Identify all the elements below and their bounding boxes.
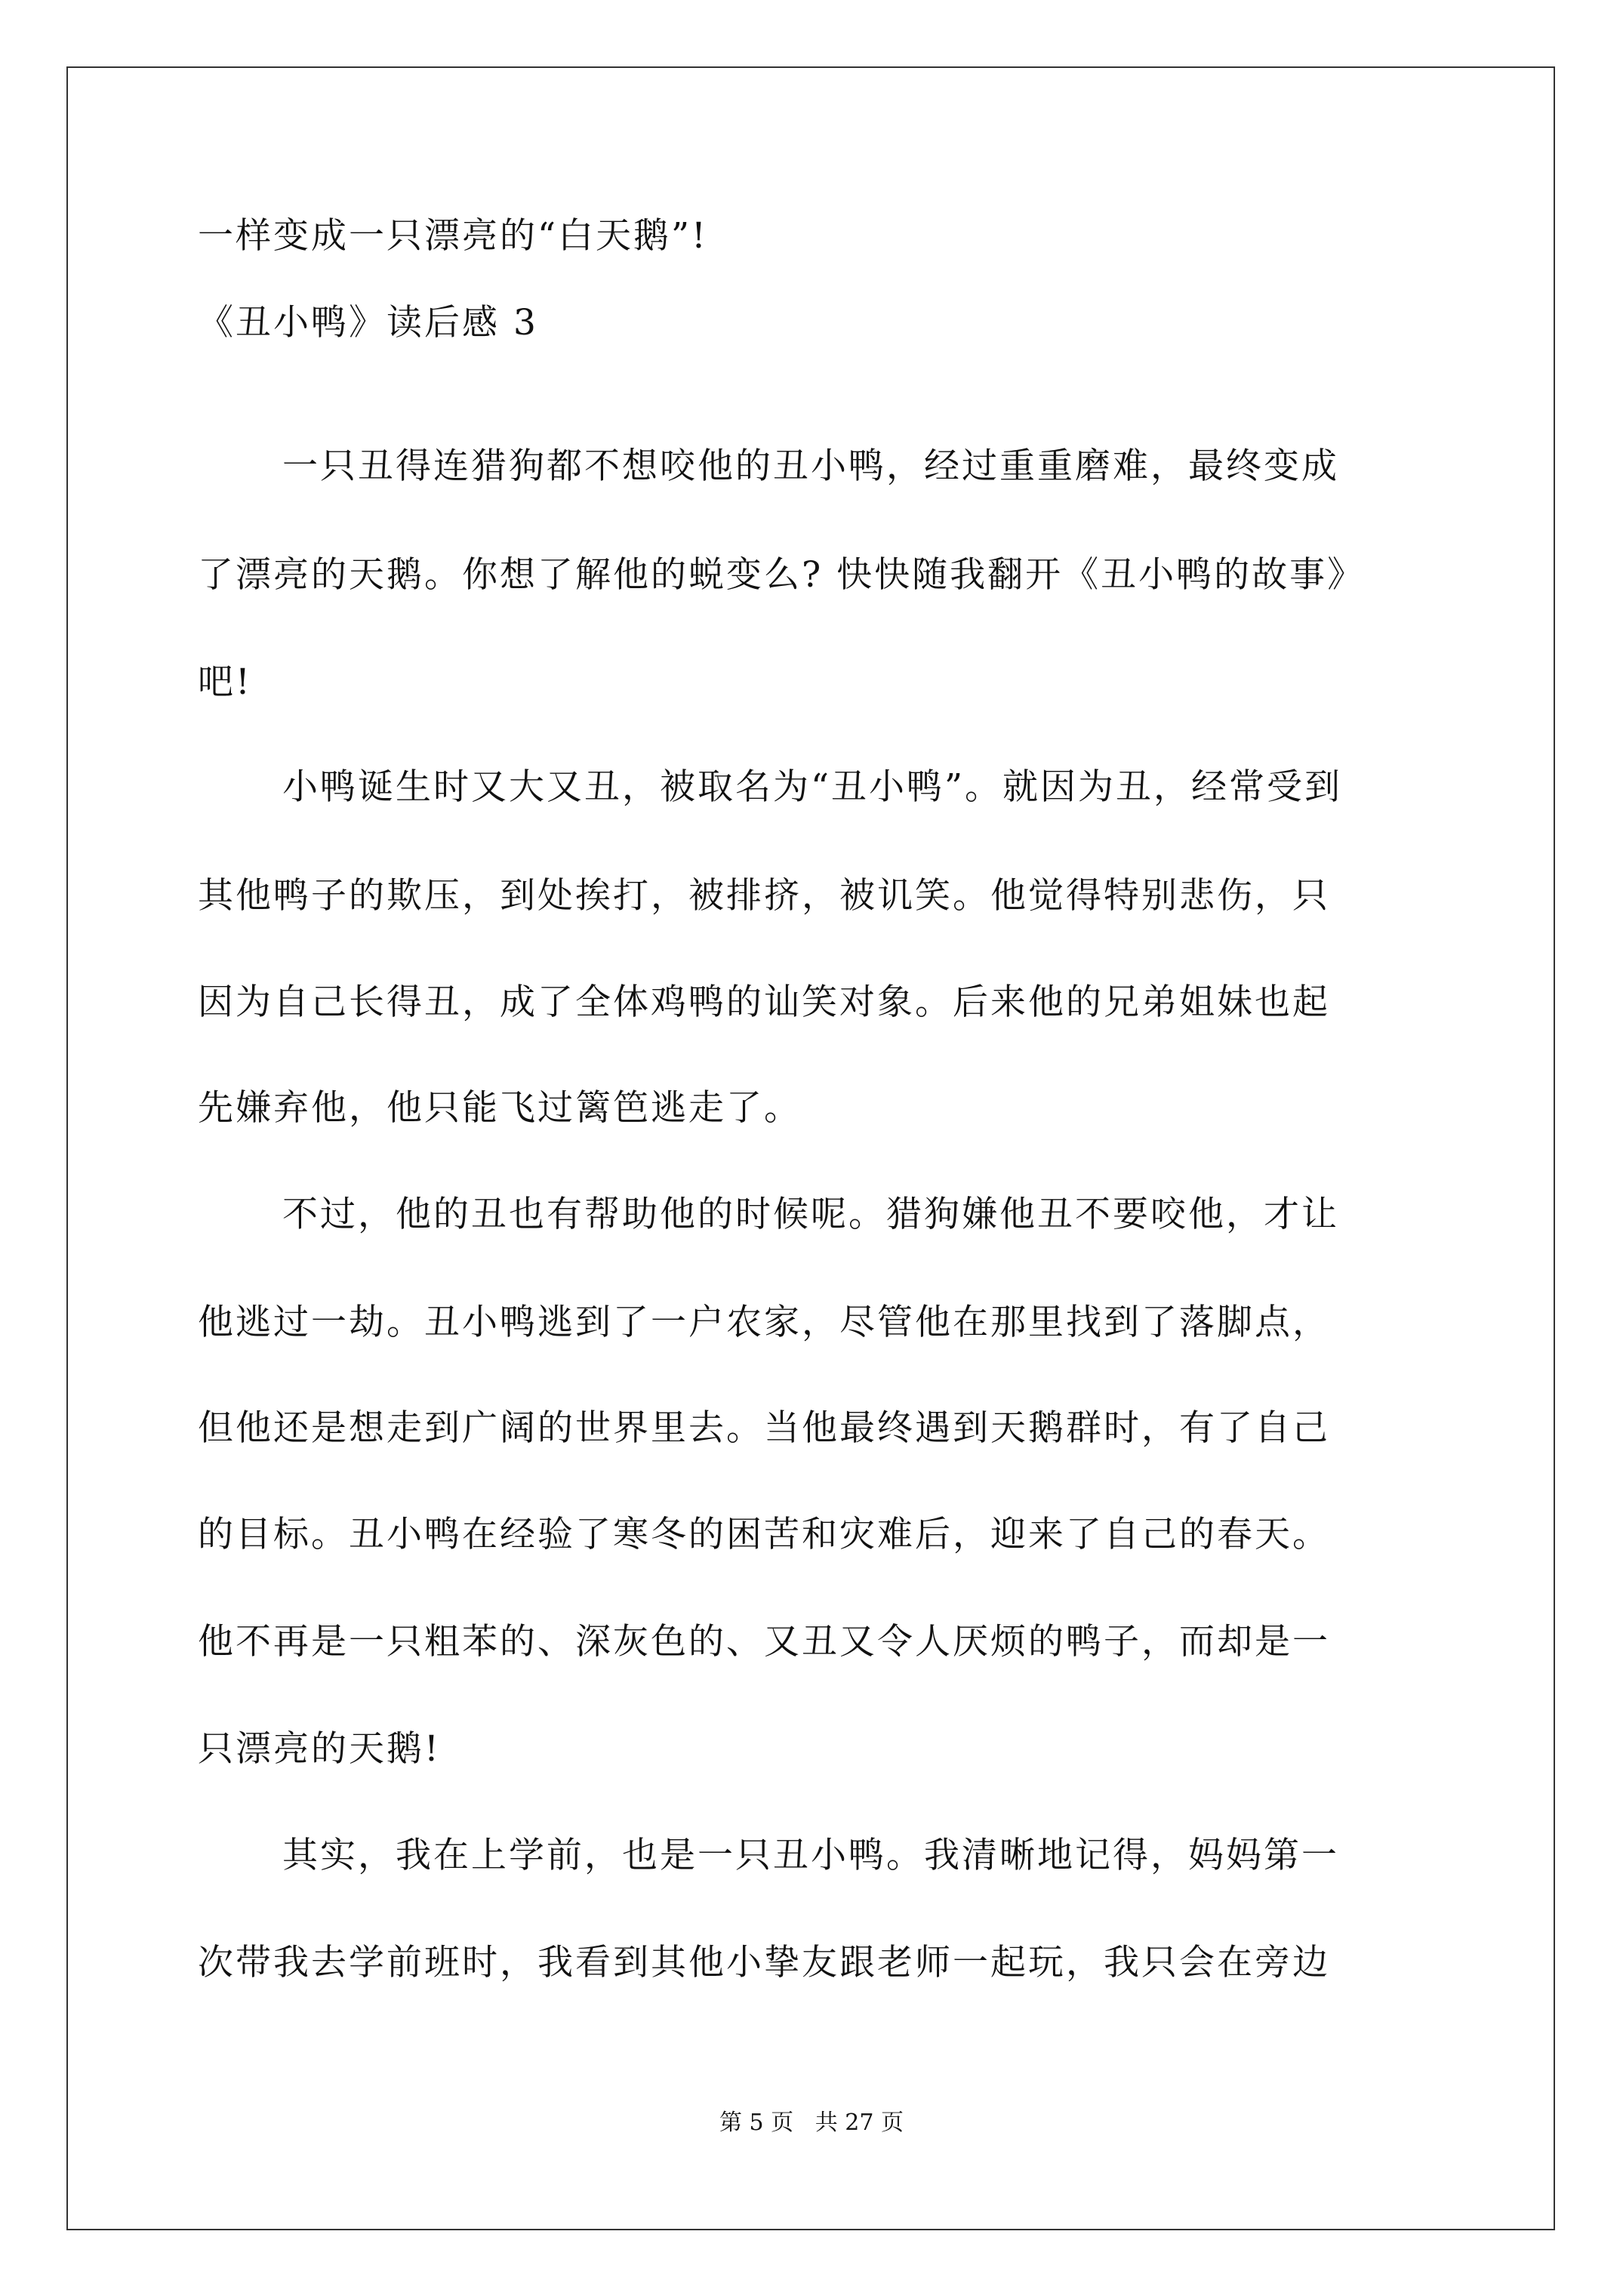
- paragraph-3-line-5: 他不再是一只粗苯的、深灰色的、又丑又令人厌烦的鸭子，而却是一: [198, 1621, 1330, 1663]
- paragraph-3-line-4: 的目标。丑小鸭在经验了寒冬的困苦和灾难后，迎来了自己的春天。: [198, 1514, 1330, 1555]
- paragraph-3-line-3: 但他还是想走到广阔的世界里去。当他最终遇到天鹅群时，有了自己: [198, 1407, 1330, 1449]
- text-line-continuation: 一样变成一只漂亮的“白天鹅”!: [198, 215, 708, 257]
- paragraph-4-line-2: 次带我去学前班时，我看到其他小挚友跟老师一起玩，我只会在旁边: [198, 1942, 1330, 1983]
- paragraph-1-line-1: 一只丑得连猎狗都不想咬他的丑小鸭，经过重重磨难，最终变成: [282, 445, 1339, 487]
- paragraph-1-line-2: 了漂亮的天鹅。你想了解他的蜕变么? 快快随我翻开《丑小鸭的故事》: [198, 554, 1366, 596]
- page-border: [66, 66, 1555, 2230]
- paragraph-1-line-3: 吧!: [198, 661, 252, 703]
- section-heading: 《丑小鸭》读后感 3: [198, 302, 538, 344]
- paragraph-3-line-1: 不过，他的丑也有帮助他的时候呢。猎狗嫌他丑不要咬他，才让: [282, 1194, 1339, 1235]
- paragraph-2-line-2: 其他鸭子的欺压，到处挨打，被排挤，被讥笑。他觉得特别悲伤，只: [198, 875, 1330, 917]
- paragraph-2-line-3: 因为自己长得丑，成了全体鸡鸭的讪笑对象。后来他的兄弟姐妹也起: [198, 982, 1330, 1023]
- paragraph-4-line-1: 其实，我在上学前，也是一只丑小鸭。我清晰地记得，妈妈第一: [282, 1835, 1339, 1876]
- paragraph-3-line-2: 他逃过一劫。丑小鸭逃到了一户农家，尽管他在那里找到了落脚点，: [198, 1302, 1330, 1343]
- page-number-footer: 第 5 页 共 27 页: [719, 2110, 904, 2136]
- paragraph-2-line-4: 先嫌弃他，他只能飞过篱笆逃走了。: [198, 1087, 802, 1129]
- paragraph-2-line-1: 小鸭诞生时又大又丑，被取名为“丑小鸭”。就因为丑，经常受到: [282, 766, 1343, 808]
- paragraph-3-line-6: 只漂亮的天鹅!: [198, 1728, 441, 1770]
